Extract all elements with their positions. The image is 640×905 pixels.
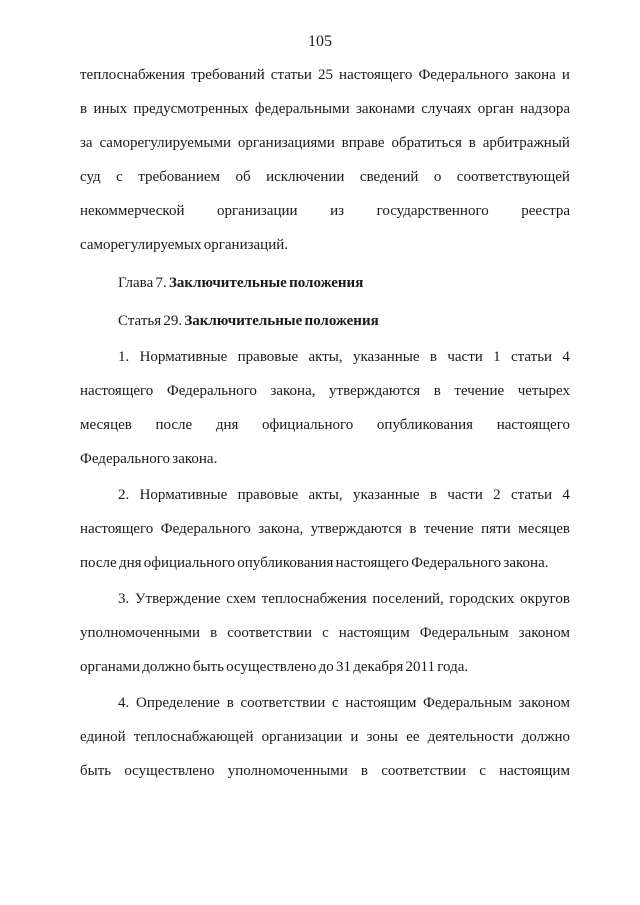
word: некоммерческой [80,203,185,219]
text-line [80,478,570,512]
word: ее [406,729,420,745]
word: теплоснабжения [261,591,367,607]
word: закона, [258,521,304,537]
document-body [80,58,570,788]
text-line [80,720,570,754]
word: исключении [266,169,345,185]
word: части [447,349,483,365]
word: в [210,625,218,641]
text-line [80,92,570,126]
word: Федерального [418,67,509,83]
word: настоящего [339,67,413,83]
word: Определение [135,695,220,711]
word: за [80,135,93,151]
word: с [322,625,329,641]
word: в [429,487,437,503]
word: в [429,349,437,365]
word: быть [80,763,112,779]
word: предусмотренных [133,101,249,117]
text-line [80,340,570,374]
word: после [155,417,193,433]
word: округов [520,591,570,607]
word: схем [226,591,257,607]
word: и [561,67,570,83]
word: об [235,169,251,185]
text-line [80,582,570,616]
word: закона, [270,383,316,399]
word: в [409,521,417,537]
word: 1. [118,349,130,365]
word: с [479,763,486,779]
text-line [80,374,570,408]
word: настоящего [80,521,154,537]
word: настоящим [499,763,570,779]
word: единой [80,729,126,745]
word: требований [191,67,265,83]
word: Федерального [166,383,257,399]
word: в [433,383,441,399]
word: должно [521,729,570,745]
word: вправе [341,135,385,151]
word: федеральными [254,101,350,117]
word: саморегулируемыми [99,135,231,151]
article-prefix: Статья 29. [118,313,183,329]
word: зоны [366,729,398,745]
word: в [226,695,234,711]
text-line [80,686,570,720]
word: акты, [308,349,343,365]
word: Федеральным [419,625,509,641]
text-line: саморегулируемых организаций. [80,237,289,253]
word: статьи [270,67,312,83]
word: соответствии [381,763,466,779]
word: 4 [562,349,570,365]
word: настоящего [80,383,154,399]
word: 4. [118,695,130,711]
article-title: Заключительные положения [184,313,379,329]
word: 3. [118,591,130,607]
word: 2 [493,487,501,503]
word: течение [454,383,505,399]
word: реестра [521,203,570,219]
word: Федеральным [423,695,512,711]
word: 25 [317,67,333,83]
word: законами [356,101,415,117]
word: настоящим [345,695,417,711]
text-line [80,754,570,788]
word: в [468,135,476,151]
word: указанные [352,349,420,365]
word: требованием [138,169,221,185]
text-line [80,616,570,650]
text-line [80,194,570,228]
word: городских [449,591,515,607]
text-line: Федерального закона. [80,451,218,467]
word: правовые [237,487,299,503]
text-line: после дня официального опубликования настоящего Федерального закона. [80,555,549,571]
word: статьи [510,487,553,503]
word: настоящим [338,625,410,641]
word: месяцев [518,521,570,537]
word: из [330,203,345,219]
word: законом [518,695,570,711]
word: суд [80,169,101,185]
word: опубликования [376,417,474,433]
word: соответствии [227,625,312,641]
word: надзора [520,101,570,117]
word: с [116,169,123,185]
word: 1 [493,349,501,365]
word: статьи [510,349,553,365]
word: сведений [359,169,419,185]
word: указанные [352,487,420,503]
chapter-heading [80,266,570,300]
text-line [80,408,570,442]
word: организации [261,729,343,745]
word: организации [217,203,298,219]
word: законом [518,625,570,641]
text-line [80,126,570,160]
word: Утверждение [134,591,221,607]
word: 4 [562,487,570,503]
word: теплоснабжающей [133,729,254,745]
word: правовые [237,349,299,365]
word: государственного [376,203,489,219]
chapter-title: Заключительные положения [168,275,364,291]
article-heading [80,304,570,338]
word: Нормативные [139,349,228,365]
word: обратиться [391,135,462,151]
word: деятельности [427,729,514,745]
word: теплоснабжения [80,67,185,83]
word: соответствующей [456,169,570,185]
text-line [80,160,570,194]
page-number: 105 [308,33,332,50]
word: о [433,169,442,185]
word: уполномоченными [227,763,348,779]
chapter-prefix: Глава 7. [118,275,167,291]
word: соответствии [240,695,326,711]
word: уполномоченными [80,625,201,641]
word: и [350,729,359,745]
word: осуществлено [124,763,215,779]
word: месяцев [80,417,132,433]
word: дня [215,417,239,433]
word: арбитражный [482,135,570,151]
word: организациями [237,135,335,151]
word: части [447,487,483,503]
word: акты, [308,487,343,503]
word: пяти [481,521,511,537]
word: в [80,101,88,117]
word: 2. [118,487,130,503]
word: Федерального [160,521,251,537]
word: иных [93,101,128,117]
word: орган [477,101,514,117]
word: в [360,763,369,779]
word: официального [262,417,354,433]
word: настоящего [496,417,570,433]
word: течение [423,521,474,537]
word: четырех [517,383,570,399]
word: закона [514,67,556,83]
text-line: органами должно быть осуществлено до 31 декабря 2011 года. [80,659,469,675]
word: утверждаются [329,383,421,399]
text-line [80,58,570,92]
word: Нормативные [139,487,228,503]
word: утверждаются [310,521,402,537]
word: с [332,695,339,711]
text-line [80,512,570,546]
word: случаях [421,101,472,117]
word: поселений, [372,591,444,607]
